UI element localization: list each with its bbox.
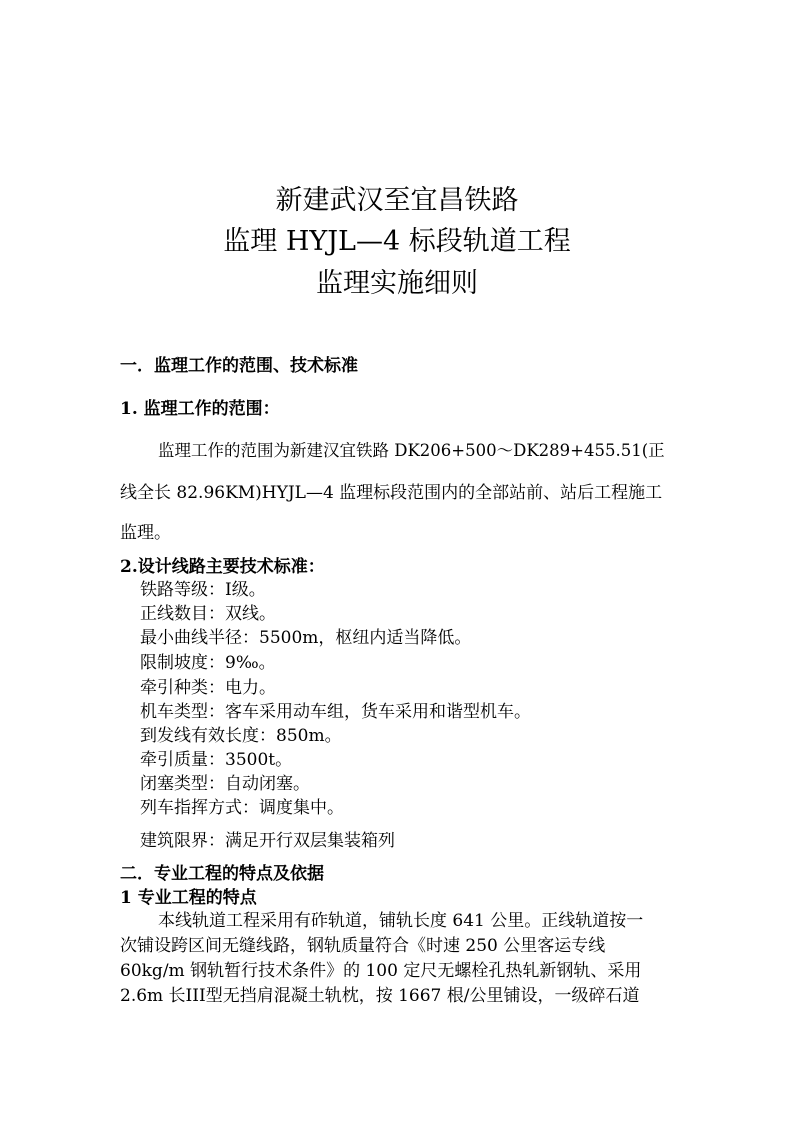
section-1-sub-1-heading: 1. 监理工作的范围： xyxy=(120,399,280,419)
features-paragraph-line-2: 次铺设跨区间无缝线路，钢轨质量符合《时速 250 公里客运专线 xyxy=(120,936,606,956)
spec-item: 列车指挥方式：调度集中。 xyxy=(140,798,344,818)
section-1-heading: 一．监理工作的范围、技术标准 xyxy=(120,356,358,376)
spec-item: 机车类型：客车采用动车组，货车采用和谐型机车。 xyxy=(140,702,531,722)
document-title-line-1: 新建武汉至宜昌铁路 xyxy=(275,185,519,216)
features-paragraph-line-4: 2.6m 长III型无挡肩混凝土轨枕，按 1667 根/公里铺设，一级碎石道 xyxy=(120,986,640,1006)
scope-paragraph-line-1: 监理工作的范围为新建汉宜铁路 DK206+500～DK289+455.51(正 xyxy=(158,441,665,460)
features-paragraph-line-3: 60kg/m 钢轨暂行技术条件》的 100 定尺无螺栓孔热轧新钢轨、采用 xyxy=(120,961,642,981)
spec-item: 到发线有效长度：850m。 xyxy=(140,726,342,746)
spec-item: 闭塞类型：自动闭塞。 xyxy=(140,774,310,794)
document-title-line-3: 监理实施细则 xyxy=(316,268,478,299)
spec-item: 牵引种类：电力。 xyxy=(140,678,276,698)
spec-item: 最小曲线半径：5500m，枢纽内适当降低。 xyxy=(140,628,472,648)
spec-item: 牵引质量：3500t。 xyxy=(140,750,293,770)
spec-item: 铁路等级：Ⅰ级。 xyxy=(140,580,266,600)
features-paragraph-line-1: 本线轨道工程采用有砟轨道，铺轨长度 641 公里。正线轨道按一 xyxy=(158,911,644,931)
document-title-line-2: 监理 HYJL—4 标段轨道工程 xyxy=(223,226,571,257)
spec-item: 建筑限界：满足开行双层集装箱列 xyxy=(140,831,395,851)
section-2-sub-1-heading: 1 专业工程的特点 xyxy=(120,888,257,908)
spec-item: 正线数目：双线。 xyxy=(140,604,276,624)
section-1-sub-2-heading: 2.设计线路主要技术标准： xyxy=(120,557,325,577)
section-2-heading: 二．专业工程的特点及依据 xyxy=(120,864,324,884)
scope-paragraph-line-2: 线全长 82.96KM)HYJL—4 监理标段范围内的全部站前、站后工程施工 xyxy=(120,483,663,503)
scope-paragraph-line-3: 监理。 xyxy=(120,523,171,543)
spec-item: 限制坡度：9‰。 xyxy=(140,653,276,673)
